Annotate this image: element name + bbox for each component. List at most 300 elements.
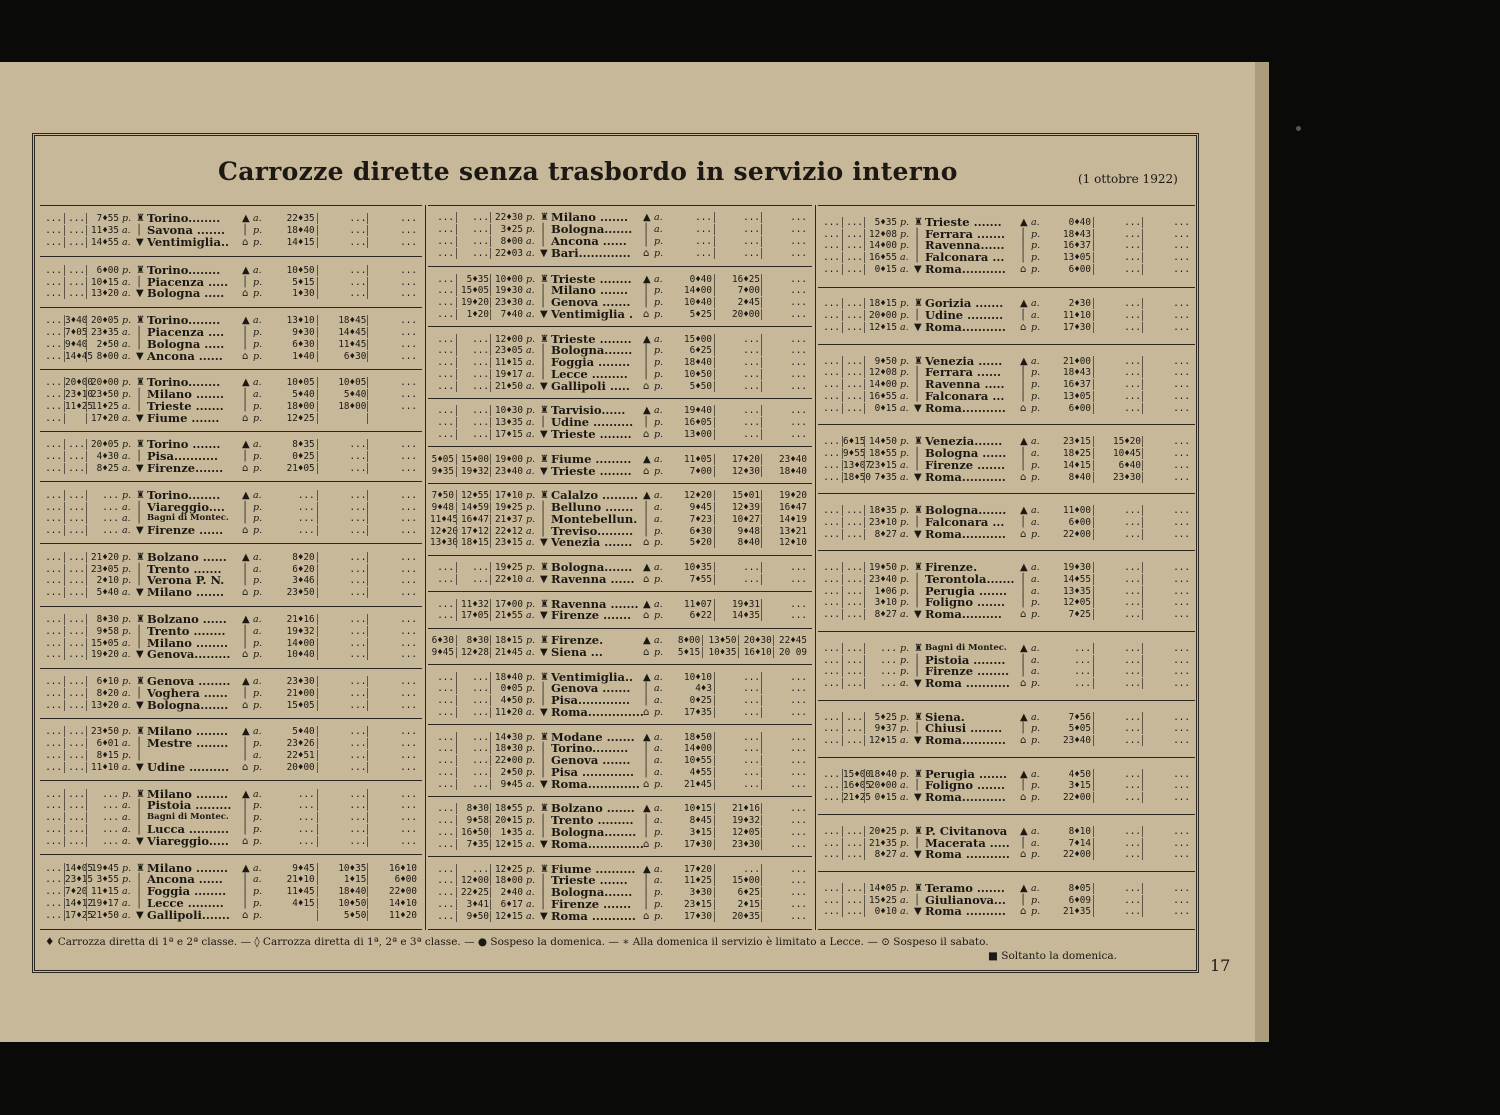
time-cell: ... [1093, 792, 1141, 803]
time-cell: 15♦05 [456, 285, 489, 296]
time-cell: ... [1074, 678, 1091, 690]
departure-arrival-mark: p. [122, 874, 132, 886]
time-cell: 6♦30 [689, 525, 712, 537]
time-cell: 17♦25 [65, 909, 93, 921]
time-cell: 18♦00 [490, 875, 523, 886]
time-cell: 5♦15 [677, 646, 701, 658]
time-cell: ... [317, 502, 367, 513]
station-name: Roma............. [551, 776, 640, 791]
time-cell: 6♦25 [689, 345, 712, 357]
departure-arrival-mark: p. [122, 563, 132, 575]
time-cell: ... [1142, 643, 1190, 654]
time-cell: 23♦15 [65, 874, 93, 886]
route-line-icon: │ [242, 225, 249, 237]
route-line-icon: │ [643, 224, 650, 236]
departure-arrival-mark: p. [122, 862, 132, 874]
route-line-icon: │ [242, 750, 249, 762]
time-cell: ... [761, 562, 807, 573]
timetable-block [428, 446, 812, 482]
clock-icon: ⌂ [1020, 735, 1027, 747]
time-cell: 11♦05 [684, 453, 712, 465]
station-name: Trieste ........ [551, 331, 632, 346]
time-cell: 21♦16 [286, 613, 315, 625]
time-cell: ... [297, 800, 315, 812]
route-line-icon: │ [136, 738, 143, 750]
time-cell: ... [45, 649, 62, 661]
departure-arrival-mark: p. [654, 706, 664, 718]
time-cell: ... [1142, 322, 1190, 333]
station-name: Ventimiglia.. [551, 669, 633, 684]
arrow-up-icon: ▲ [242, 377, 250, 389]
departure-arrival-mark: p. [253, 276, 263, 288]
arrow-up-icon: ▲ [1020, 436, 1028, 448]
time-cell: 5♦25 [864, 712, 897, 723]
route-line-icon: │ [1020, 666, 1027, 678]
departure-arrival-mark: a. [122, 350, 131, 362]
time-cell: ... [714, 755, 760, 766]
arrow-down-icon: ▼ [914, 471, 922, 483]
timetable-row [40, 738, 422, 749]
time-cell: ... [823, 228, 840, 240]
time-cell: 18♦50 [843, 471, 871, 483]
train-icon: ♜ [914, 711, 923, 723]
timetable-row [40, 800, 422, 811]
time-cell: 12♦15 [864, 322, 897, 333]
time-cell: ... [64, 277, 85, 288]
time-cell: 10♦15 [684, 803, 712, 815]
departure-arrival-mark: a. [122, 738, 131, 750]
departure-arrival-mark: a. [253, 489, 262, 501]
route-line-icon: │ [540, 683, 547, 695]
time-cell: 8♦05 [1068, 882, 1091, 894]
time-cell: ... [823, 792, 840, 804]
route-line-icon: │ [540, 743, 547, 755]
station-name: Trieste ....... [925, 214, 1002, 229]
timetable-row [40, 676, 422, 687]
time-cell: 21♦45 [684, 778, 712, 790]
station-name: Firenze ....... [925, 457, 1006, 472]
time-cell: 5♦40 [292, 389, 315, 401]
time-cell: ... [842, 240, 863, 251]
timetable-row [428, 644, 812, 659]
time-cell: ... [437, 731, 454, 743]
time-cell: ... [64, 451, 85, 462]
station-name: Lucca .......... [147, 821, 229, 836]
time-cell: 21♦35 [864, 838, 897, 849]
departure-arrival-mark: p. [526, 598, 536, 610]
timetable-row [40, 611, 422, 626]
time-cell: 10♦35 [317, 863, 367, 874]
time-cell: ... [437, 598, 454, 610]
time-cell: ... [761, 224, 807, 235]
time-cell: ... [1093, 264, 1141, 275]
time-cell: 21♦50 [490, 381, 523, 392]
time-cell: 21♦00 [1063, 355, 1091, 367]
departure-arrival-mark: p. [122, 439, 132, 451]
time-cell: ... [1142, 298, 1190, 309]
timetable-row [40, 274, 422, 289]
time-cell: 13♦35 [1063, 585, 1091, 597]
page-number: 17 [1210, 956, 1231, 975]
time-cell: ... [842, 849, 863, 860]
time-cell: ... [823, 573, 840, 585]
route-line-icon: │ [914, 666, 921, 678]
time-cell: 8♦40 [714, 537, 760, 548]
time-cell: ... [714, 212, 760, 223]
arrow-up-icon: ▲ [643, 212, 651, 224]
time-cell: 6♦00 [1068, 516, 1091, 528]
timetable-block [428, 664, 812, 724]
time-cell: ... [317, 800, 367, 811]
time-cell: ... [761, 417, 807, 428]
timetable-block [818, 206, 1195, 287]
time-cell: 17♦15 [490, 429, 523, 440]
departure-arrival-mark: a. [122, 886, 131, 898]
time-cell: ... [317, 750, 367, 761]
train-icon: ♜ [136, 862, 145, 874]
time-cell: 3♦25 [490, 224, 523, 235]
departure-arrival-mark: a. [654, 453, 663, 465]
departure-arrival-mark: a. [253, 377, 262, 389]
departure-arrival-mark: p. [526, 273, 536, 285]
departure-arrival-mark: a. [253, 315, 262, 327]
station-name: Ravenna ....... [551, 596, 639, 611]
route-line-icon: │ [914, 573, 921, 585]
time-cell: 9♦45 [490, 779, 523, 790]
time-cell: ... [45, 835, 62, 847]
time-cell: 21♦45 [490, 647, 523, 658]
time-cell: 21♦16 [714, 803, 760, 814]
time-cell: 15♦00 [456, 454, 489, 465]
time-cell: 3♦55 [86, 874, 119, 885]
train-icon: ♜ [914, 505, 923, 517]
time-cell: ... [367, 377, 417, 388]
departure-arrival-mark: p. [654, 887, 664, 899]
route-line-icon: │ [242, 338, 249, 350]
departure-arrival-mark: a. [900, 322, 909, 334]
time-cell: ... [317, 463, 367, 474]
departure-arrival-mark: a. [654, 683, 663, 695]
time-cell: ... [1093, 298, 1141, 309]
route-line-icon: │ [643, 887, 650, 899]
time-cell [367, 413, 417, 424]
departure-arrival-mark: a. [526, 368, 535, 380]
timetable-row [818, 766, 1195, 781]
time-cell: ... [823, 609, 840, 621]
time-cell: ... [1142, 217, 1190, 228]
arrow-up-icon: ▲ [1020, 642, 1028, 654]
time-cell: ... [761, 839, 807, 850]
route-line-icon: │ [643, 513, 650, 525]
route-line-icon: │ [914, 894, 921, 906]
time-cell: ... [1093, 678, 1141, 689]
route-line-icon: │ [1020, 390, 1027, 402]
column-divider [425, 205, 426, 930]
clock-icon: ⌂ [643, 706, 650, 718]
time-cell: ... [714, 429, 760, 440]
time-cell: ... [45, 377, 62, 389]
station-name: Ancona ...... [147, 872, 223, 887]
timetable-row [818, 643, 1195, 654]
timetable-block [428, 266, 812, 326]
time-cell: ... [45, 462, 62, 474]
timetable-row [428, 429, 812, 440]
train-icon: ♜ [914, 768, 923, 780]
timetable-row [818, 906, 1195, 917]
time-cell: ... [456, 574, 489, 585]
time-cell: 0♦15 [864, 792, 897, 803]
departure-arrival-mark: a. [526, 308, 535, 320]
route-line-icon: │ [136, 451, 143, 463]
timetable-row [818, 526, 1195, 541]
time-cell: ... [842, 505, 863, 516]
time-cell: ... [761, 864, 807, 875]
time-cell: ... [64, 789, 85, 800]
time-cell: 10♦00 [490, 274, 523, 285]
time-cell: ... [823, 882, 840, 894]
time-cell: ... [1142, 883, 1190, 894]
departure-arrival-mark: a. [654, 405, 663, 417]
timetable-block [40, 481, 422, 543]
station-name: Verona P. N. [147, 573, 225, 588]
time-cell: ... [456, 429, 489, 440]
time-cell: 12♦55 [456, 490, 489, 501]
time-cell: 12♦25 [490, 864, 523, 875]
time-cell: ... [864, 666, 897, 677]
time-cell: 20♦15 [490, 815, 523, 826]
time-cell: 6♦00 [367, 874, 417, 885]
time-cell [266, 910, 315, 921]
time-cell: ... [437, 297, 454, 309]
departure-arrival-mark: p. [900, 666, 910, 678]
departure-arrival-mark: a. [253, 676, 262, 688]
time-cell: ... [823, 240, 840, 252]
route-line-icon: │ [643, 898, 650, 910]
time-cell: ... [1093, 403, 1141, 414]
time-cell: 12♦30 [714, 466, 760, 477]
station-name: Venezia ....... [551, 535, 633, 550]
time-cell: 1♦20 [456, 309, 489, 320]
time-cell: 8♦27 [864, 529, 897, 540]
time-cell: ... [64, 738, 85, 749]
departure-arrival-mark: p. [526, 743, 536, 755]
time-cell: ... [317, 638, 367, 649]
train-icon: ♜ [914, 562, 923, 574]
time-cell: 12♦08 [864, 229, 897, 240]
timetable-row [40, 410, 422, 425]
time-cell: ... [437, 778, 454, 790]
departure-arrival-mark: p. [253, 699, 263, 711]
time-cell: ... [64, 490, 85, 501]
arrow-down-icon: ▼ [914, 609, 922, 621]
time-cell: 13♦05 [1063, 252, 1091, 264]
departure-arrival-mark: a. [654, 513, 663, 525]
arrow-up-icon: ▲ [643, 453, 651, 465]
time-cell: 12♦15 [864, 735, 897, 746]
time-cell: ... [761, 248, 807, 259]
time-cell: ... [823, 298, 840, 310]
station-name: Bagni di Montec. [925, 642, 1007, 653]
route-line-icon: │ [1020, 367, 1027, 379]
departure-arrival-mark: a. [526, 898, 535, 910]
time-cell: ... [842, 322, 863, 333]
departure-arrival-mark: a. [526, 887, 535, 899]
route-line-icon: │ [643, 417, 650, 429]
departure-arrival-mark: a. [1031, 825, 1040, 837]
station-name: Torino ....... [147, 437, 221, 452]
station-name: Milano ........ [147, 635, 228, 650]
route-line-icon: │ [643, 502, 650, 514]
station-name: Roma.............. [551, 836, 644, 851]
time-cell: 23♦30 [714, 839, 760, 850]
arrow-down-icon: ▼ [540, 247, 548, 259]
time-cell: 8♦30 [456, 635, 489, 646]
time-cell: ... [64, 800, 85, 811]
time-cell: 11♦00 [1063, 505, 1091, 517]
time-cell: ... [45, 788, 62, 800]
time-cell: 23♦26 [286, 738, 315, 750]
time-cell: ... [86, 836, 119, 847]
departure-arrival-mark: a. [122, 451, 131, 463]
arrow-up-icon: ▲ [1020, 216, 1028, 228]
time-cell: ... [1142, 505, 1190, 516]
route-line-icon: │ [914, 597, 921, 609]
clock-icon: ⌂ [643, 247, 650, 259]
time-cell: 18♦55 [864, 448, 897, 459]
arrow-down-icon: ▼ [540, 778, 548, 790]
timetable-row [40, 697, 422, 712]
time-cell: ... [1142, 448, 1190, 459]
time-cell: ... [456, 405, 489, 416]
route-line-icon: │ [1020, 379, 1027, 391]
time-cell: ... [367, 726, 417, 737]
timetable-row [40, 685, 422, 700]
time-cell: ... [45, 587, 62, 599]
time-cell: 23♦15 [684, 898, 712, 910]
time-cell: ... [45, 625, 62, 637]
time-cell: 8♦00 [86, 351, 119, 362]
arrow-up-icon: ▲ [1020, 768, 1028, 780]
time-cell: ... [456, 369, 489, 380]
route-line-icon: │ [914, 367, 921, 379]
departure-arrival-mark: a. [526, 429, 535, 441]
route-line-icon: │ [914, 390, 921, 402]
time-cell: ... [761, 672, 807, 683]
time-cell: 18♦00 [317, 401, 367, 412]
time-cell: ... [714, 683, 760, 694]
departure-arrival-mark: p. [526, 453, 536, 465]
train-icon: ♜ [914, 882, 923, 894]
station-name: Bari............. [551, 245, 631, 260]
station-name: Bologna....... [925, 503, 1007, 518]
clock-icon: ⌂ [242, 699, 249, 711]
time-cell: ... [761, 574, 807, 585]
departure-arrival-mark: a. [900, 528, 909, 540]
time-cell: 5♦05 [1068, 723, 1091, 735]
route-line-icon: │ [643, 755, 650, 767]
departure-arrival-mark: a. [654, 490, 663, 502]
time-cell: 17♦20 [714, 454, 760, 465]
time-cell: 8♦27 [864, 849, 897, 860]
time-cell: 14♦10 [367, 898, 417, 909]
arrow-down-icon: ▼ [914, 402, 922, 414]
departure-arrival-mark: p. [1031, 528, 1041, 540]
time-cell: 13♦10 [286, 315, 315, 327]
arrow-down-icon: ▼ [540, 646, 548, 658]
departure-arrival-mark: a. [253, 563, 262, 575]
time-cell: 5♦15 [292, 276, 315, 288]
time-cell [64, 413, 85, 424]
arrow-down-icon: ▼ [540, 838, 548, 850]
departure-arrival-mark: a. [1031, 654, 1040, 666]
time-cell: ... [864, 678, 897, 689]
time-cell: 20 09 [773, 647, 807, 658]
timetable-row [40, 623, 422, 638]
time-cell: 15♦00 [843, 768, 871, 780]
time-cell: ... [761, 599, 807, 610]
timetable-row [40, 315, 422, 326]
arrow-up-icon: ▲ [1020, 825, 1028, 837]
time-cell: ... [1142, 367, 1190, 378]
station-name: Genova ....... [551, 753, 631, 768]
station-name: Firenze ....... [551, 608, 632, 623]
time-cell: 2♦10 [86, 575, 119, 586]
station-name: Milano ....... [551, 283, 628, 298]
legend-line-1: ♦ Carrozza diretta di 1ª e 2ª classe. — ◊ Carrozza diretta di 1ª, 2ª e 3ª classe. — ● Sospeso la domenica. — ∗ Alla domenica il servizio è limitato a Lecce. — ⊙ Sospeso il sabato. [45, 936, 989, 948]
departure-arrival-mark: a. [526, 537, 535, 549]
time-cell: ... [823, 216, 840, 228]
departure-arrival-mark: a. [122, 587, 131, 599]
departure-arrival-mark: a. [900, 792, 909, 804]
time-cell: 14♦12 [65, 897, 93, 909]
time-cell: ... [367, 213, 417, 224]
time-cell: 7♦56 [1068, 711, 1091, 723]
timetable-row [40, 525, 422, 536]
time-cell: 20♦00 [86, 377, 119, 388]
station-name: P. Civitanova [925, 823, 1008, 838]
time-cell: ... [367, 824, 417, 835]
timetable-row [40, 575, 422, 586]
time-cell: 16♦05 [684, 417, 712, 429]
time-cell: ... [367, 265, 417, 276]
train-icon: ♜ [540, 490, 549, 502]
time-cell: ... [714, 236, 760, 247]
arrow-up-icon: ▲ [1020, 505, 1028, 517]
time-cell: ... [1142, 826, 1190, 837]
departure-arrival-mark: p. [122, 750, 132, 762]
time-cell: ... [456, 707, 489, 718]
departure-arrival-mark: p. [900, 298, 910, 310]
arrow-up-icon: ▲ [643, 635, 651, 647]
time-cell: 11♦25 [86, 401, 119, 412]
station-name: Ferrara ....... [925, 226, 1005, 241]
clock-icon: ⌂ [1020, 264, 1027, 276]
time-cell: ... [437, 695, 454, 707]
clock-icon: ⌂ [643, 308, 650, 320]
station-name: Tarvisio...... [551, 403, 626, 418]
departure-arrival-mark: p. [122, 613, 132, 625]
time-cell: ... [1093, 883, 1141, 894]
time-cell: ... [1142, 240, 1190, 251]
timetable-block [40, 606, 422, 668]
arrow-up-icon: ▲ [643, 273, 651, 285]
time-cell: ... [842, 517, 863, 528]
route-line-icon: │ [242, 874, 249, 886]
time-cell: 14♦19 [761, 514, 807, 525]
train-icon: ♜ [540, 212, 549, 224]
route-line-icon: │ [540, 357, 547, 369]
departure-arrival-mark: p. [1031, 906, 1041, 918]
